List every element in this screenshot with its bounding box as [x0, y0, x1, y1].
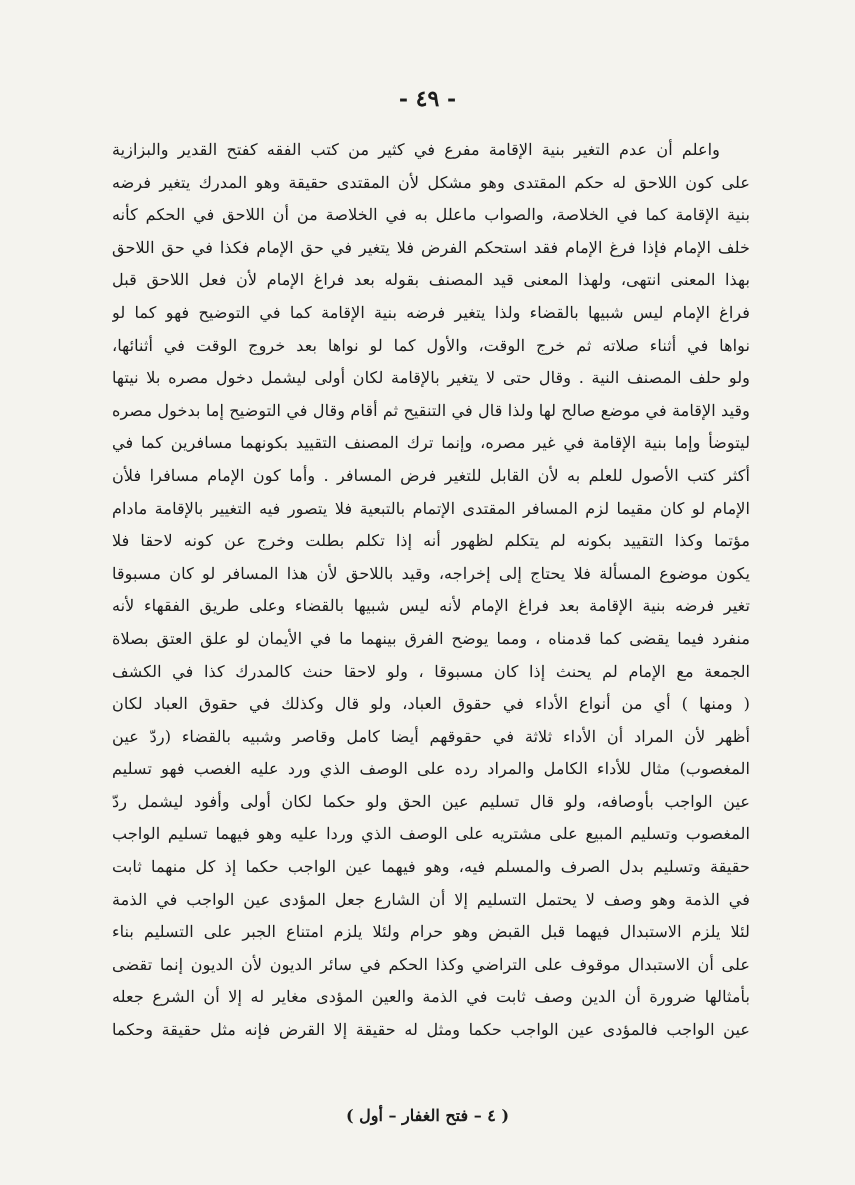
body-text	[112, 134, 750, 1047]
text-line: أظهر لأن المراد أن الأداء ثلاثة في حقوقهم أيضا كامل وقاصر وشبيه بالقضاء (ردّ عين	[112, 726, 750, 746]
page-number: - ٤٩ -	[398, 86, 457, 112]
text-line: الإمام لو كان مقيما لزم المسافر المقتدى الإتمام بالتبعية فلا يتصور فيه التغيير بالإقامة مادام	[112, 498, 750, 518]
text-line: المغصوب) مثال للأداء الكامل والمراد رده على الوصف الذي ورد عليه الغصب فهو تسليم	[112, 759, 750, 779]
text-line: لئلا يلزم الاستبدال فيهما قبل القبض وهو حرام ولئلا يلزم امتناع الجبر على التسليم بناء	[112, 922, 750, 942]
text-line: أكثر كتب الأصول للعلم به لأن القابل للتغير فرض المسافر . وأما كون الإمام مسافرا فلأن	[112, 465, 750, 485]
text-line: يكون موضوع المسألة فلا يحتاج إلى إخراجه، وقيد باللاحق لأن هذا المسافر لو كان مسبوقا	[112, 563, 750, 583]
text-line: فراغ الإمام ليس شبيها بالقضاء ولذا يتغير فرضه بنية الإقامة كما في التوضيح فهو كما لو	[112, 302, 750, 322]
text-line: المغصوب وتسليم المبيع على مشتريه على الوصف الذي وردا عليه وهو فيهما تسليم الواجب	[112, 824, 750, 844]
text-line: عين الواجب بأوصافه، ولو قال تسليم عين الحق ولو حكما لكان أولى وأفود ليشمل ردّ	[112, 791, 750, 811]
text-line: وقيد الإقامة في موضع صالح لها ولذا قال في التنقيح ثم أقام وقال في التوضيح إما بدخول مصره	[112, 400, 750, 420]
text-line: مؤتما وكذا التقييد بكونه لم يتكلم لظهور أنه إذا تكلم بطلت وخرج عن كونه لاحقا فلا	[112, 531, 750, 551]
page-footer: ( ٤ – فتح الغفار – أول )	[345, 1106, 510, 1125]
text-line: نواها في أثناء صلاته ثم خرج الوقت، والأول كما لو نواها بعد خروج الوقت في أثنائها،	[112, 335, 750, 355]
text-line: خلف الإمام فإذا فرغ الإمام فقد استحكم الفرض فلا يتغير في حق الإمام فكذا في حق اللاحق	[112, 237, 750, 257]
text-line: ليتوضأ وإما بنية الإقامة في غير مصره، وإنما ترك المصنف التقييد بكونهما مسافرين كما في	[112, 433, 750, 453]
text-line: منفرد فيما يقضى كما قدمناه ، ومما يوضح الفرق بينهما ما في الأيمان لو علق العتق بصلاة	[112, 628, 750, 648]
text-line: ولو حلف المصنف النية . وقال حتى لا يتغير بالإقامة لكان أولى ليشمل دخول مصره بلا نيتها	[112, 368, 750, 388]
text-line: على أن الاستبدال موقوف على التراضي وكذا الحكم في سائر الديون لأن الديون إنما تقضى	[112, 954, 750, 974]
text-line: واعلم أن عدم التغير بنية الإقامة مفرع في كثير من كتب الفقه كفتح القدير والبزازية	[112, 140, 720, 159]
text-line: في الذمة وهو وصف لا يحتمل التسليم إلا أن الشارع جعل المؤدى عين الواجب في الذمة	[112, 889, 750, 909]
text-line: ( ومنها ) أي من أنواع الأداء في حقوق العباد، ولو قال وكذلك في حقوق العباد لكان	[112, 694, 750, 714]
text-line: بنية الإقامة كما في الخلاصة، والصواب ماعلل به في الخلاصة من أن اللاحق في الحكم كأنه	[112, 205, 750, 225]
text-line: حقيقة وتسليم بدل الصرف والمسلم فيه، وهو فيهما عين الواجب حكما إذ كل منهما ثابت	[112, 857, 750, 877]
text-line: على كون اللاحق له حكم المقتدى وهو مشكل لأن المقتدى حقيقة وهو المدرك يتغير فرضه	[112, 172, 750, 192]
text-line: بهذا المعنى انتهى، ولهذا المعنى قيد المصنف بقوله بعد فراغ الإمام لأن فعل اللاحق قبل	[112, 270, 750, 290]
text-line: تغير فرضه بنية الإقامة بعد فراغ الإمام لأنه ليس شبيها بالقضاء وعلى طريق الفقهاء لأنه	[112, 596, 750, 616]
text-line: بأمثالها ضرورة أن الدين وصف ثابت في الذمة والعين المؤدى مغاير له إلا أن الشرع جعله	[112, 987, 750, 1007]
text-line: الجمعة مع الإمام لم يحنث إذا كان مسبوقا ، ولو لاحقا حنث كالمدرك كذا في الكشف	[112, 661, 750, 681]
text-line: عين الواجب فالمؤدى عين الواجب حكما ومثل له حقيقة إلا القرض فإنه مثل حقيقة وحكما	[112, 1020, 750, 1040]
